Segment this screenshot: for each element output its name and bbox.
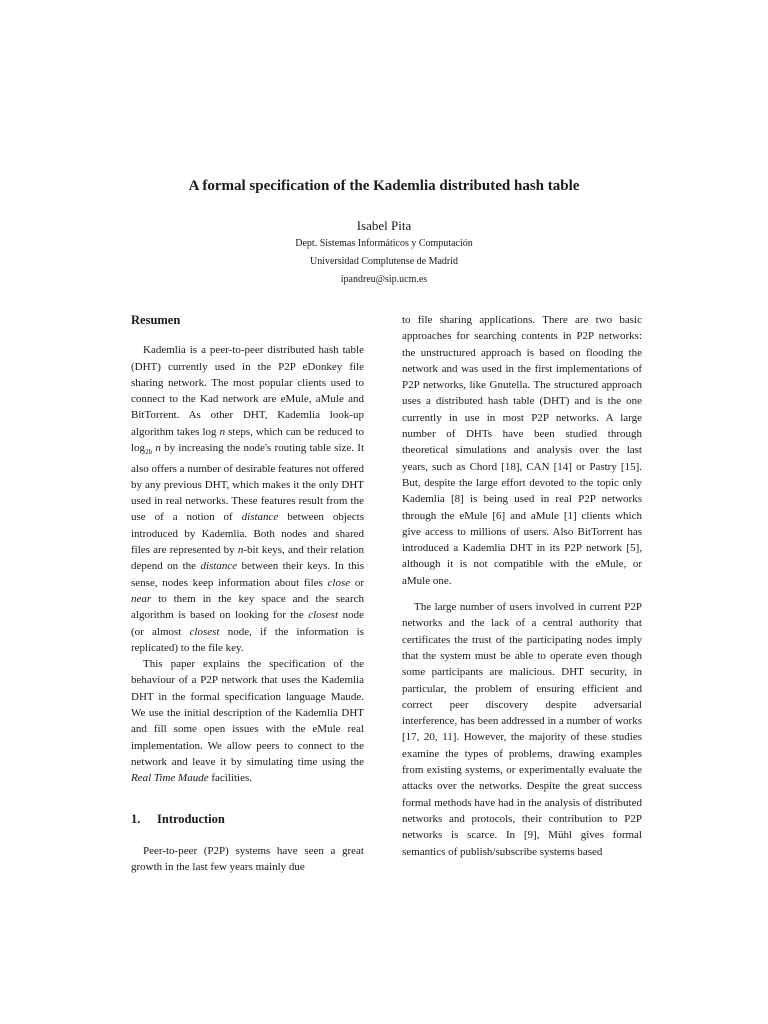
abstract-paragraph-2: This paper explains the specification of the behaviour of a P2P network that uses the Kademlia DHT in the formal specification language Maude. We use the initial description of the Kademlia DHT and fill some open issues with the eMule real implementation. We allow peers to connect to the network and leave it by simulating time using the Real Time Maude facilities. xyxy=(131,658,364,785)
section-number: 1. xyxy=(131,811,141,826)
intro-paragraph-2: to file sharing applications. There are two basic approaches for searching contents in P2P networks: the unstructured approach is based on flooding the network and was used in the first implementations of P2P networks, like Gnutella. The structured approach uses a distributed hash table (DHT) and is the one currently in use in most P2P networks. A large number of DHTs have been studied through theoretical simulations and analysis over the last years, such as Chord [18], CAN [14] or Pastry [15]. But, despite the large effort devoted to the topic only Kademlia [8] is being used in real P2P networks through the eMule [6] and aMule [1] clients which give access to millions of users. Also BitTorrent has introduced a Kademlia DHT in its P2P network [5], although it is not compatible with the eMule, or aMule one. xyxy=(402,314,642,587)
paper-title: A formal specification of the Kademlia distributed hash table xyxy=(188,178,580,194)
affiliation-department: Dept. Sistemas Informáticos y Computación xyxy=(295,238,473,249)
intro-paragraph-1: Peer-to-peer (P2P) systems have seen a great growth in the last few years mainly due xyxy=(131,844,364,874)
abstract-heading: Resumen xyxy=(131,313,181,327)
left-column xyxy=(131,312,364,875)
affiliation-university: Universidad Complutense de Madrid xyxy=(309,256,459,267)
affiliation-email: ipandreu@sip.ucm.es xyxy=(340,274,428,285)
paper-author: Isabel Pita xyxy=(356,218,412,233)
right-column xyxy=(402,312,642,860)
section-title: Introduction xyxy=(157,811,225,826)
introduction-heading xyxy=(131,811,364,827)
intro-paragraph-3: The large number of users involved in current P2P networks and the lack of a central authority that certificates the trust of the participating nodes imply that the system must be able to operate even though some participants are malicious. DHT security, in particular, the problem of ensuring efficient and correct peer discovery despite adversarial interference, has been addressed in a number of works [17, 20, 11]. However, the majority of these studies examine the types of problems, drawing examples from existing systems, or experimentally evaluate the attacks over the networks. Despite the great success formal methods have had in the analysis of distributed networks and protocols, their contribution to P2P networks is scarce. In [9], Mühl gives formal semantics of publish/subscribe systems based xyxy=(402,601,642,858)
abstract-paragraph-1: Kademlia is a peer-to-peer distributed hash table (DHT) currently used in the P2P eDonkey file sharing network. The most popular clients used to connect to the Kad network are eMule, aMule and BitTorrent. As other DHT, Kademlia look-up algorithm takes log n steps, which can be reduced to $\log_{2b} n$ by increasing the node's routing table size. It also offers a number of desirable features not offered by any previous DHT, which makes it the only DHT used in real networks. These features result from the use of a notion of distance between objects introduced by Kademlia. Both nodes and shared files are represented by n-bit keys, and their relation depend on the distance between their keys. In this sense, nodes keep information about files close or near to them in the key space and the search algorithm is based on looking for the closest node (or almost closest node, if the information is replicated) to the file key. xyxy=(131,344,365,654)
